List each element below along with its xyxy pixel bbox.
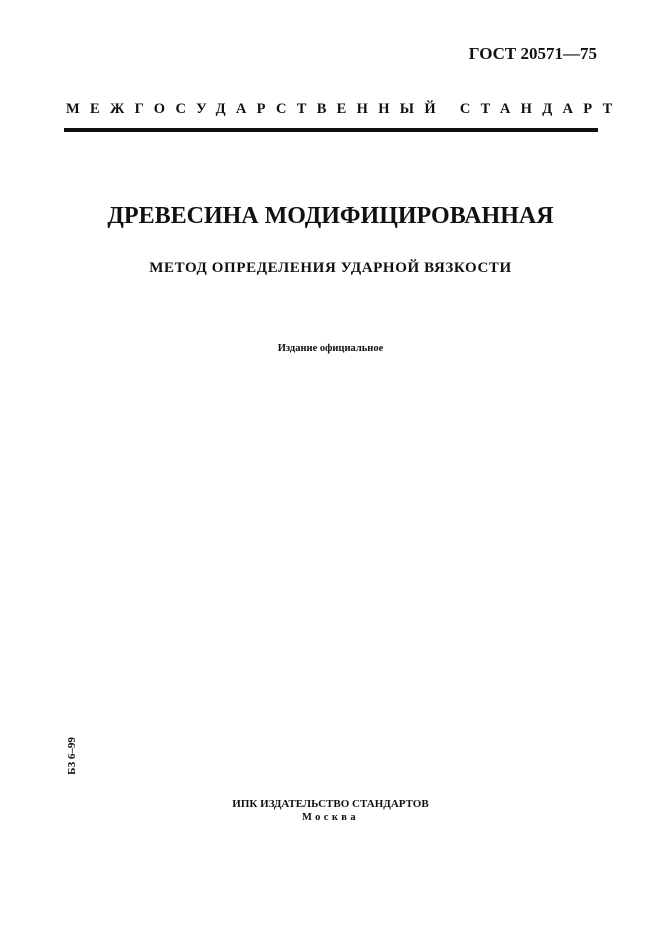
header-divider — [64, 128, 598, 132]
publisher-name: ИПК ИЗДАТЕЛЬСТВО СТАНДАРТОВ — [232, 798, 429, 810]
document-subtitle: МЕТОД ОПРЕДЕЛЕНИЯ УДАРНОЙ ВЯЗКОСТИ — [149, 260, 512, 276]
document-code: ГОСТ 20571—75 — [468, 44, 597, 63]
document-title: ДРЕВЕСИНА МОДИФИЦИРОВАННАЯ — [107, 203, 554, 229]
standard-category: МЕЖГОСУДАРСТВЕННЫЙ СТАНДАРТ — [66, 101, 623, 117]
vertical-index-code: БЗ 6–99 — [66, 737, 78, 775]
edition-note: Издание официальное — [277, 343, 384, 354]
publisher-city: Москва — [301, 812, 360, 823]
